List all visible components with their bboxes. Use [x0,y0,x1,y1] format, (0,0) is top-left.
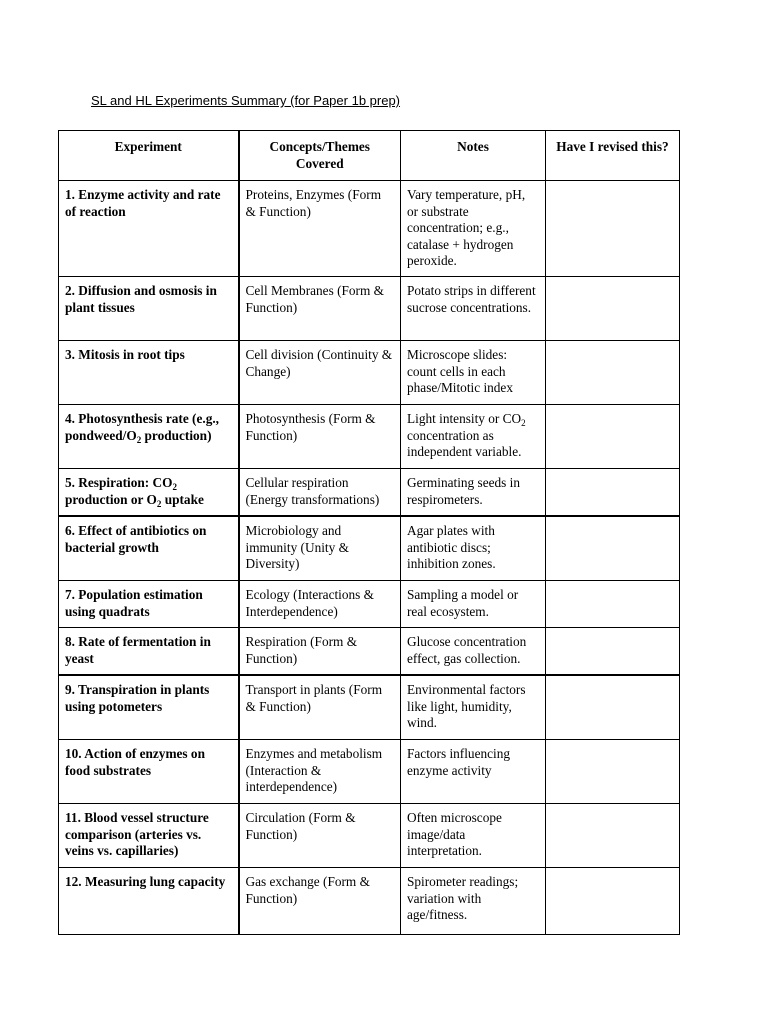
revised-cell[interactable] [546,405,680,469]
document-title: SL and HL Experiments Summary (for Paper 1b prep) [91,93,401,108]
concepts-cell: Ecology (Interactions & Interdependence) [239,581,401,628]
concepts-cell: Cell division (Continuity & Change) [239,341,401,405]
revised-cell[interactable] [546,341,680,405]
experiments-table [58,130,680,935]
subscript: 2 [172,482,177,492]
revised-cell[interactable] [546,277,680,341]
notes-cell: Glucose concentration effect, gas collection. [401,628,546,676]
experiment-cell: 6. Effect of antibiotics on bacterial growth [59,516,239,581]
experiment-cell: 9. Transpiration in plants using potometers [59,675,239,740]
concepts-cell: Transport in plants (Form & Function) [239,675,401,740]
notes-cell: Factors influencing enzyme activity [401,740,546,804]
experiment-text: 4. Photosynthesis rate (e.g., pondweed/O [65,411,220,443]
notes-cell: Potato strips in different sucrose concentrations. [401,277,546,341]
concepts-cell: Enzymes and metabolism (Interaction & interdependence) [239,740,401,804]
revised-cell[interactable] [546,469,680,517]
experiment-cell [59,469,239,517]
experiment-cell: 7. Population estimation using quadrats [59,581,239,628]
experiment-text: production or O [65,491,157,507]
notes-cell [401,405,546,469]
table-row [59,341,680,405]
concepts-cell: Photosynthesis (Form & Function) [239,405,401,469]
table-row [59,277,680,341]
concepts-cell: Microbiology and immunity (Unity & Diversity) [239,516,401,581]
notes-cell: Vary temperature, pH, or substrate concentration; e.g., catalase + hydrogen peroxide. [401,181,546,277]
table-row [59,469,680,517]
notes-cell: Sampling a model or real ecosystem. [401,581,546,628]
header-concepts: Concepts/Themes Covered [239,131,401,181]
notes-cell: Microscope slides: count cells in each phase/Mitotic index [401,341,546,405]
table-row [59,581,680,628]
table-row [59,516,680,581]
notes-cell: Often microscope image/data interpretation. [401,804,546,868]
subscript: 2 [521,418,526,428]
revised-cell[interactable] [546,181,680,277]
revised-cell[interactable] [546,868,680,935]
subscript: 2 [136,434,142,445]
notes-cell: Spirometer readings; variation with age/fitness. [401,868,546,935]
revised-cell[interactable] [546,516,680,581]
experiment-cell: 3. Mitosis in root tips [59,341,239,405]
table-row [59,868,680,935]
concepts-cell: Circulation (Form & Function) [239,804,401,868]
header-experiment: Experiment [59,131,239,181]
concepts-cell: Respiration (Form & Function) [239,628,401,676]
table-row [59,675,680,740]
experiment-cell: 10. Action of enzymes on food substrates [59,740,239,804]
revised-cell[interactable] [546,628,680,676]
experiment-cell: 2. Diffusion and osmosis in plant tissues [59,277,239,341]
notes-cell: Environmental factors like light, humidity, wind. [401,675,546,740]
concepts-cell: Proteins, Enzymes (Form & Function) [239,181,401,277]
notes-text: Light intensity or CO [407,411,522,426]
concepts-cell: Cell Membranes (Form & Function) [239,277,401,341]
concepts-cell: Cellular respiration (Energy transformations) [239,469,401,517]
notes-cell: Agar plates with antibiotic discs; inhibition zones. [401,516,546,581]
revised-cell[interactable] [546,581,680,628]
revised-cell[interactable] [546,740,680,804]
experiment-cell [59,405,239,469]
table-row [59,405,680,469]
experiment-cell: 1. Enzyme activity and rate of reaction [59,181,239,277]
header-revised: Have I revised this? [546,131,680,181]
revised-cell[interactable] [546,675,680,740]
experiment-text: production) [141,427,212,443]
header-notes: Notes [401,131,546,181]
notes-cell: Germinating seeds in respirometers. [401,469,546,517]
experiment-cell: 11. Blood vessel structure comparison (arteries vs. veins vs. capillaries) [59,804,239,868]
experiment-cell: 8. Rate of fermentation in yeast [59,628,239,676]
experiment-text: uptake [161,491,204,507]
table-row [59,804,680,868]
table-header-row [59,131,680,181]
table-row [59,628,680,676]
experiment-cell: 12. Measuring lung capacity [59,868,239,935]
experiment-text: 5. Respiration: CO [65,475,173,490]
subscript: 2 [156,498,162,509]
revised-cell[interactable] [546,804,680,868]
concepts-cell: Gas exchange (Form & Function) [239,868,401,935]
table-row [59,740,680,804]
notes-text: concentration as independent variable. [407,427,522,459]
table-row [59,181,680,277]
